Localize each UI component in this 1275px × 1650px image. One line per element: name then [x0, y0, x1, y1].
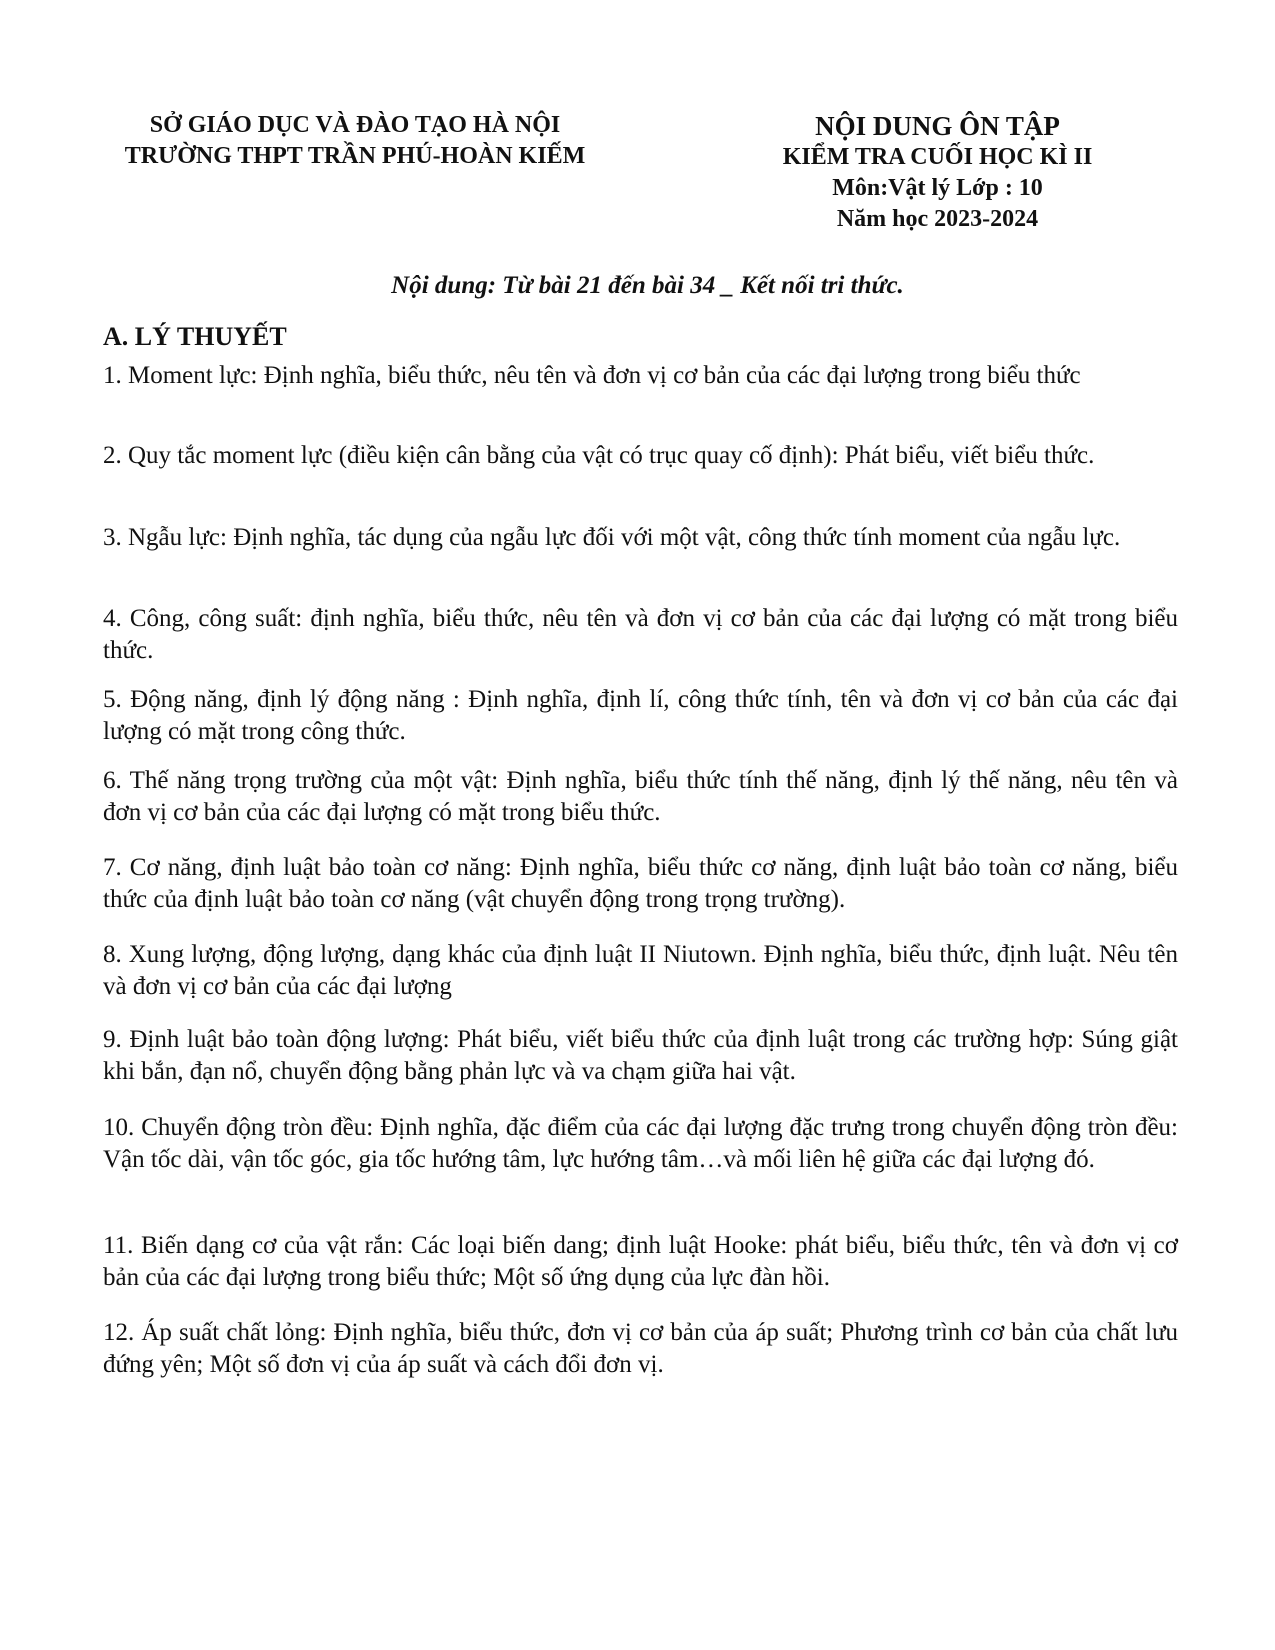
theory-item-7: 7. Cơ năng, định luật bảo toàn cơ năng: Định nghĩa, biểu thức cơ năng, định luật bảo toàn cơ năng, biểu thức của định luật bảo toàn cơ năng (vật chuyển động trong trọng trường).: [103, 854, 1178, 913]
theory-item-2: 2. Quy tắc moment lực (điều kiện cân bằng của vật có trục quay cố định): Phát biểu, viết biểu thức.: [103, 442, 1095, 469]
theory-item-11: 11. Biến dạng cơ của vật rắn: Các loại biến dang; định luật Hooke: phát biểu, biểu thức, tên và đơn vị cơ bản của các đại lượng trong biểu thức; Một số ứng dụng của lực đàn hồi.: [103, 1232, 1178, 1291]
document-title: NỘI DUNG ÔN TẬP: [815, 111, 1060, 141]
department-name: SỞ GIÁO DỤC VÀ ĐÀO TẠO HÀ NỘI: [149, 112, 561, 138]
theory-item-8: 8. Xung lượng, động lượng, dạng khác của định luật II Niutown. Định nghĩa, biểu thức, định luật. Nêu tên và đơn vị cơ bản của các đại lượng: [103, 941, 1178, 1000]
theory-item-10: 10. Chuyển động tròn đều: Định nghĩa, đặc điểm của các đại lượng đặc trưng trong chuyển động tròn đều: Vận tốc dài, vận tốc góc, gia tốc hướng tâm, lực hướng tâm…và mối liên hệ giữa các đại lượng đó.: [103, 1114, 1178, 1173]
theory-item-6: 6. Thế năng trọng trường của một vật: Định nghĩa, biểu thức tính thế năng, định lý thế năng, nêu tên và đơn vị cơ bản của các đại lượng có mặt trong biểu thức.: [103, 767, 1178, 826]
section-heading-theory: A. LÝ THUYẾT: [103, 322, 287, 351]
school-name: TRƯỜNG THPT TRẦN PHÚ-HOÀN KIẾM: [124, 143, 586, 169]
theory-item-9: 9. Định luật bảo toàn động lượng: Phát biểu, viết biểu thức của định luật trong các trường hợp: Súng giật khi bắn, đạn nổ, chuyển động bằng phản lực và va chạm giữa hai vật.: [103, 1026, 1178, 1085]
theory-item-4: 4. Công, công suất: định nghĩa, biểu thức, nêu tên và đơn vị cơ bản của các đại lượng có mặt trong biểu thức.: [103, 605, 1178, 664]
theory-item-12: 12. Áp suất chất lỏng: Định nghĩa, biểu thức, đơn vị cơ bản của áp suất; Phương trình cơ bản của chất lưu đứng yên; Một số đơn vị của áp suất và cách đổi đơn vị.: [103, 1319, 1178, 1378]
subject-grade: Môn:Vật lý Lớp : 10: [832, 175, 1043, 201]
theory-item-5: 5. Động năng, định lý động năng : Định nghĩa, định lí, công thức tính, tên và đơn vị cơ bản của các đại lượng có mặt trong công thức.: [103, 686, 1178, 745]
theory-item-3: 3. Ngẫu lực: Định nghĩa, tác dụng của ngẫu lực đối với một vật, công thức tính moment của ngẫu lực.: [103, 524, 1121, 551]
school-year: Năm học 2023-2024: [836, 206, 1039, 232]
content-scope: Nội dung: Từ bài 21 đến bài 34 _ Kết nối tri thức.: [391, 272, 904, 299]
header-left-block: [100, 110, 610, 172]
exam-name: KIỂM TRA CUỐI HỌC KÌ II: [782, 144, 1093, 170]
theory-item-1: 1. Moment lực: Định nghĩa, biểu thức, nêu tên và đơn vị cơ bản của các đại lượng trong biểu thức: [103, 362, 1081, 389]
header-right-block: [690, 110, 1185, 235]
